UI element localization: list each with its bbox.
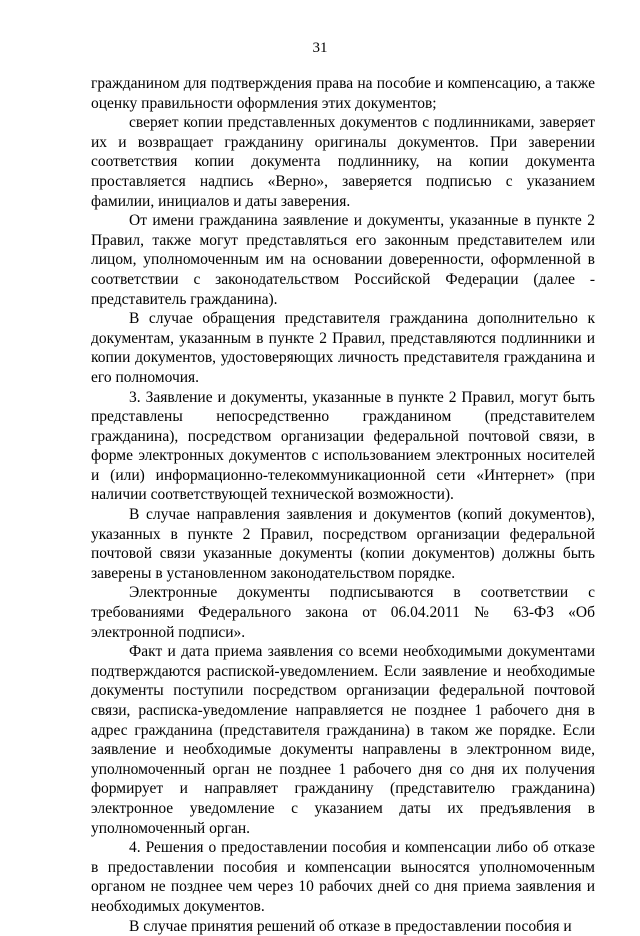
paragraph: В случае направления заявления и документов (копий документов), указанных в пункте 2 Правил, посредством организации федеральной почтовой связи указанные документы (копии документов) должны быть заверены в установленном законодательством порядке.: [91, 506, 595, 582]
document-body: [91, 74, 595, 936]
paragraph: В случае принятия решений об отказе в предоставлении пособия и: [129, 917, 572, 935]
paragraph: Факт и дата приема заявления со всеми необходимыми документами подтверждаются распиской-уведомлением. Если заявление и необходимые документы поступили посредством организации федеральной почтовой связи, расписка-уведомление направляется не позднее 1 рабочего дня в адрес гражданина (представителя гражданина) в таком же порядке. Если заявление и необходимые документы направлены в электронном виде, уполномоченный орган не позднее 1 рабочего дня со дня их получения формирует и направляет гражданину (представителю гражданина) электронное уведомление с указанием даты их предъявления в уполномоченный орган.: [91, 643, 595, 837]
paragraph: 4. Решения о предоставлении пособия и компенсации либо об отказе в предоставлении пособия и компенсации выносятся уполномоченным органом не позднее чем через 10 рабочих дней со дня приема заявления и необходимых документов.: [91, 839, 595, 915]
paragraph: В случае обращения представителя гражданина дополнительно к документам, указанным в пункте 2 Правил, представляются подлинники и копии документов, удостоверяющих личность представителя гражданина и его полномочия.: [91, 310, 595, 386]
paragraph: От имени гражданина заявление и документы, указанные в пункте 2 Правил, также могут представляться его законным представителем или лицом, уполномоченным им на основании доверенности, оформленной в соответствии с законодательством Российской Федерации (далее - представитель гражданина).: [91, 212, 595, 308]
paragraph: сверяет копии представленных документов с подлинниками, заверяет их и возвращает гражданину оригиналы документов. При заверении соответствия копии документа подлиннику, на копии документа проставляется надпись «Верно», заверяется подписью с указанием фамилии, инициалов и даты заверения.: [91, 114, 595, 210]
paragraph: Электронные документы подписываются в соответствии с требованиями Федерального закона от 06.04.2011 № 63-ФЗ «Об электронной подписи».: [91, 584, 595, 641]
paragraph: 3. Заявление и документы, указанные в пункте 2 Правил, могут быть представлены непосредственно гражданином (представителем гражданина), посредством организации федеральной почтовой связи, в форме электронных документов с использованием электронных носителей и (или) информационно-телекоммуникационной сети «Интернет» (при наличии соответствующей технической возможности).: [91, 388, 595, 504]
paragraph: гражданином для подтверждения права на пособие и компенсацию, а также оценку правильности оформления этих документов;: [91, 75, 595, 112]
page-number: 31: [312, 40, 328, 56]
